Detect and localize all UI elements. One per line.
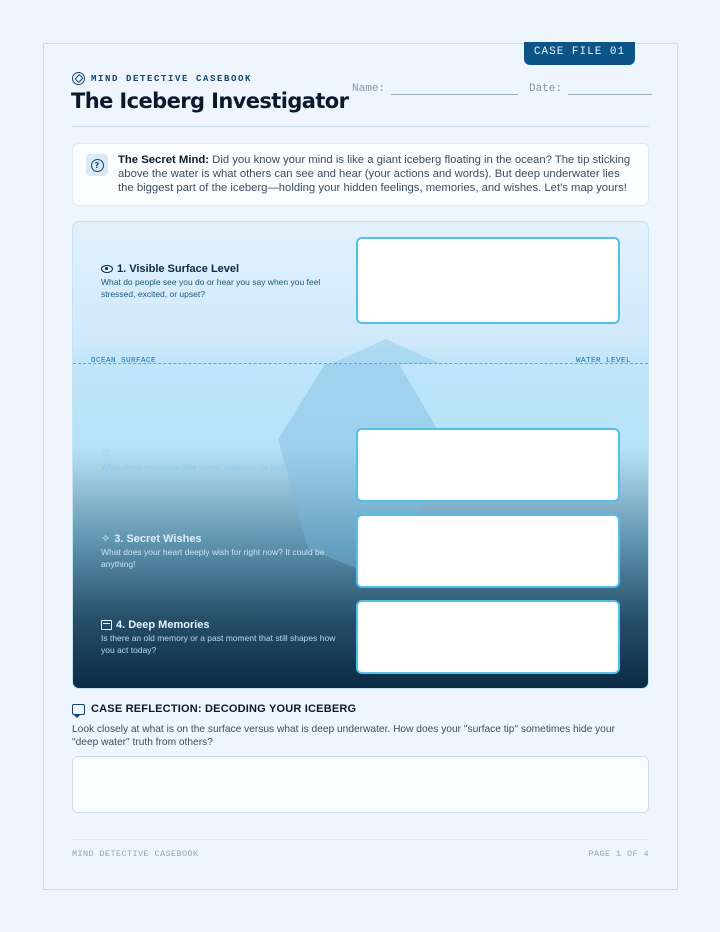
section-feelings bbox=[101, 449, 348, 485]
intro-callout bbox=[72, 143, 649, 206]
section-title: 3. Secret Wishes bbox=[114, 533, 202, 545]
name-label: Name: bbox=[352, 83, 386, 95]
worksheet-page bbox=[43, 43, 678, 890]
question-icon: ? bbox=[86, 154, 108, 176]
reflection-prompt: Look closely at what is on the surface versus what is deep underwater. How does your "surface tip" sometimes hide your "deep water" truth from others? bbox=[72, 724, 615, 748]
iceberg-map bbox=[72, 221, 649, 689]
archive-box-icon bbox=[101, 620, 112, 630]
reflection-title: CASE REFLECTION: DECODING YOUR ICEBERG bbox=[91, 703, 357, 715]
kicker-label: MIND DETECTIVE CASEBOOK bbox=[91, 73, 253, 84]
answer-box-surface[interactable] bbox=[356, 237, 620, 324]
name-field[interactable] bbox=[352, 81, 518, 95]
footer-divider bbox=[72, 839, 649, 840]
chat-bubble-icon bbox=[72, 704, 85, 715]
date-input-line[interactable] bbox=[568, 81, 652, 95]
sparkle-icon: ✧ bbox=[101, 532, 111, 545]
answer-box-wishes[interactable] bbox=[356, 514, 620, 588]
answer-box-feelings[interactable] bbox=[356, 428, 620, 502]
case-file-tab: CASE FILE 01 bbox=[524, 42, 635, 65]
section-description: Is there an old memory or a past moment that still shapes how you act today? bbox=[101, 633, 336, 655]
date-label: Date: bbox=[529, 83, 563, 95]
reflection-answer-box[interactable] bbox=[72, 756, 649, 813]
ocean-surface-label: OCEAN SURFACE bbox=[91, 357, 157, 365]
intro-body: Did you know your mind is like a giant iceberg floating in the ocean? The tip sticking above the water is what others can see and hear (your actions and words). But deep underwater lies the biggest part of the iceberg—holding your hidden feelings, memories, and wishes. Let's map yours! bbox=[118, 154, 631, 195]
eye-icon bbox=[101, 265, 113, 273]
section-memories bbox=[101, 619, 348, 656]
header-divider bbox=[72, 126, 649, 127]
footer-title: MIND DETECTIVE CASEBOOK bbox=[72, 849, 199, 859]
page-number: PAGE 1 OF 4 bbox=[588, 849, 649, 859]
section-surface bbox=[101, 263, 348, 300]
casebook-kicker bbox=[72, 72, 252, 85]
answer-box-memories[interactable] bbox=[356, 600, 620, 674]
name-input-line[interactable] bbox=[391, 81, 518, 95]
section-description: What do people see you do or hear you say when you feel stressed, excited, or upset? bbox=[101, 277, 321, 299]
section-title: 4. Deep Memories bbox=[116, 619, 210, 631]
section-title: 1. Visible Surface Level bbox=[117, 263, 240, 275]
intro-text bbox=[118, 153, 638, 196]
section-description: What deep emotions (like worry, sadness, or joy) are hiding under your surface behavior? bbox=[101, 462, 348, 484]
compass-icon bbox=[72, 72, 85, 85]
reflection-heading bbox=[72, 703, 356, 715]
iceberg-tip bbox=[331, 339, 441, 364]
section-description: What does your heart deeply wish for right now? It could be anything! bbox=[101, 547, 325, 569]
date-field[interactable] bbox=[529, 81, 652, 95]
page-title: The Iceberg Investigator bbox=[71, 89, 349, 113]
waterline bbox=[73, 363, 648, 364]
water-level-label: WATER LEVEL bbox=[575, 357, 631, 365]
section-wishes bbox=[101, 533, 348, 570]
heart-icon: ♡ bbox=[101, 448, 111, 460]
intro-lead: The Secret Mind: bbox=[118, 154, 210, 166]
